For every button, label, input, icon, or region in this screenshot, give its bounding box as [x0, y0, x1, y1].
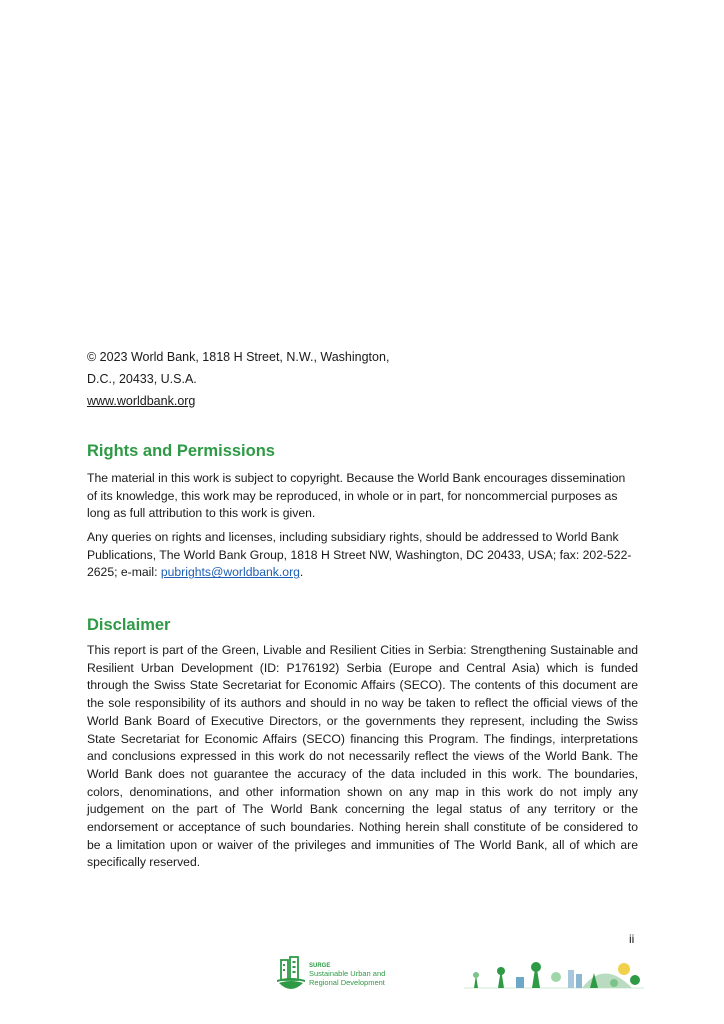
pubrights-email-link[interactable]: pubrights@worldbank.org [160, 565, 300, 580]
rights-heading: Rights and Permissions [87, 442, 275, 460]
surge-acronym: SURGE [309, 963, 331, 969]
surge-line-2: Regional Development [309, 978, 385, 987]
rights-paragraph-2 [87, 529, 638, 582]
copyright-line-2: D.C., 20433, U.S.A. [87, 372, 197, 386]
surge-building-icon [276, 956, 306, 990]
copyright-line-1: © 2023 World Bank, 1818 H Street, N.W., Washington, [87, 350, 390, 364]
rights-paragraph-2-end: . [299, 565, 304, 580]
surge-line-1: Sustainable Urban and [309, 969, 386, 978]
disclaimer-paragraph: This report is part of the Green, Livable and Resilient Cities in Serbia: Strengthening Sustainable and Resilient Urban Development (ID: P176192) Serbia (Europe and Central Asia) which is funded through the Swiss State Secretariat for Economic Affairs (SECO). The contents of this document are the sole responsibility of its authors and should in no way be taken to reflect the official views of the World Bank Board of Executive Directors, or the governments they represent, including the Swiss State Secretariat for Economic Affairs (SECO) financing this Program. The findings, interpretations and conclusions expressed in this work do not necessarily reflect the views of the World Bank. The World Bank does not guarantee the accuracy of the data included in this work. The boundaries, colors, denominations, and other information shown on any map in this work do not imply any judgement on the part of The World Bank concerning the legal status of any territory or the endorsement or acceptance of such boundaries. Nothing herein shall constitute of be considered to be a limitation upon or waiver of the privileges and immunities of The World Bank, all of which are specifically reserved. [87, 643, 638, 870]
worldbank-url-link[interactable]: www.worldbank.org [87, 394, 196, 408]
landscape-illustration [464, 955, 644, 991]
disclaimer-heading: Disclaimer [87, 616, 171, 634]
page-number: ii [629, 932, 635, 946]
surge-logo [276, 956, 406, 990]
rights-paragraph-2-text: Any queries on rights and licenses, including subsidiary rights, should be addressed to World Bank Publications, The World Bank Group, 1818 H Street NW, Washington, DC 20433, USA; fax: 202-522-2625; e-mail: [87, 530, 632, 580]
copyright-block [87, 346, 427, 412]
rights-paragraph-1: The material in this work is subject to copyright. Because the World Bank encourages dissemination of its knowledge, this work may be reproduced, in whole or in part, for noncommercial purposes as long as full attribution to this work is given. [87, 471, 626, 521]
